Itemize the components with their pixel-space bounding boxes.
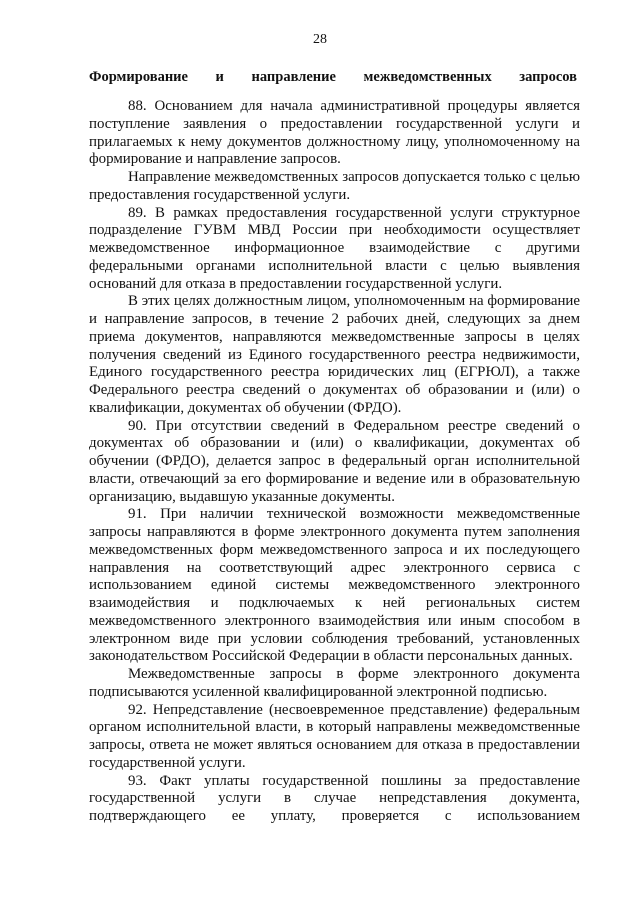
paragraph-88-continued: Направление межведомственных запросов допускается только с целью предоставления государственной услуги. [89, 169, 580, 203]
paragraph-88: 88. Основанием для начала административной процедуры является поступление заявления о предоставлении государственной услуги и прилагаемых к нему документов должностному лицу, уполномоченному на формирование и направление запросов. [89, 98, 580, 168]
paragraph-91: 91. При наличии технической возможности межведомственные запросы направляются в форме электронного документа путем заполнения межведомственных форм межведомственного запроса и их последующего направления на соответствующий адрес электронного сервиса с использованием единой системы межведомственного электронного взаимодействия и подключаемых к ней региональных систем межведомственного электронного взаимодействия или иным способом в электронном виде при условии соблюдения требований, установленных законодательством Российской Федерации в области персональных данных. [89, 506, 580, 665]
document-body [89, 98, 580, 826]
paragraph-89: 89. В рамках предоставления государственной услуги структурное подразделение ГУВМ МВД России при необходимости осуществляет межведомственное информационное взаимодействие с другими федеральными органами исполнительной власти с целью выявления оснований для отказа в предоставлении государственной услуги. [89, 204, 580, 292]
paragraph-91-continued: Межведомственные запросы в форме электронного документа подписываются усиленной квалифицированной электронной подписью. [89, 666, 580, 700]
section-heading: Формирование и направление межведомственных запросов [89, 69, 577, 85]
paragraph-93: 93. Факт уплаты государственной пошлины за предоставление государственной услуги в случае непредставления документа, подтверждающего ее уплату, проверяется с использованием [89, 772, 580, 824]
paragraph-92: 92. Непредставление (несвоевременное представление) федеральным органом исполнительной власти, в который направлены межведомственные запросы, ответа не может являться основанием для отказа в предоставлении государственной услуги. [89, 701, 580, 771]
paragraph-89-continued: В этих целях должностным лицом, уполномоченным на формирование и направление запросов, в течение 2 рабочих дней, следующих за днем приема документов, направляются межведомственные запросы в целях получения сведений из Единого государственного реестра недвижимости, Единого государственного реестра юридических лиц (ЕГРЮЛ), а также Федерального реестра сведений о документах об образовании и (или) о квалификации, документах об обучении (ФРДО). [89, 293, 580, 416]
page-number: 28 [313, 32, 327, 47]
paragraph-90: 90. При отсутствии сведений в Федеральном реестре сведений о документах об образовании и (или) о квалификации, документах об обучении (ФРДО), делается запрос в федеральный орган исполнительной власти, отвечающий за его формирование и ведение или в образовательную организацию, выдавшую указанные документы. [89, 417, 580, 505]
